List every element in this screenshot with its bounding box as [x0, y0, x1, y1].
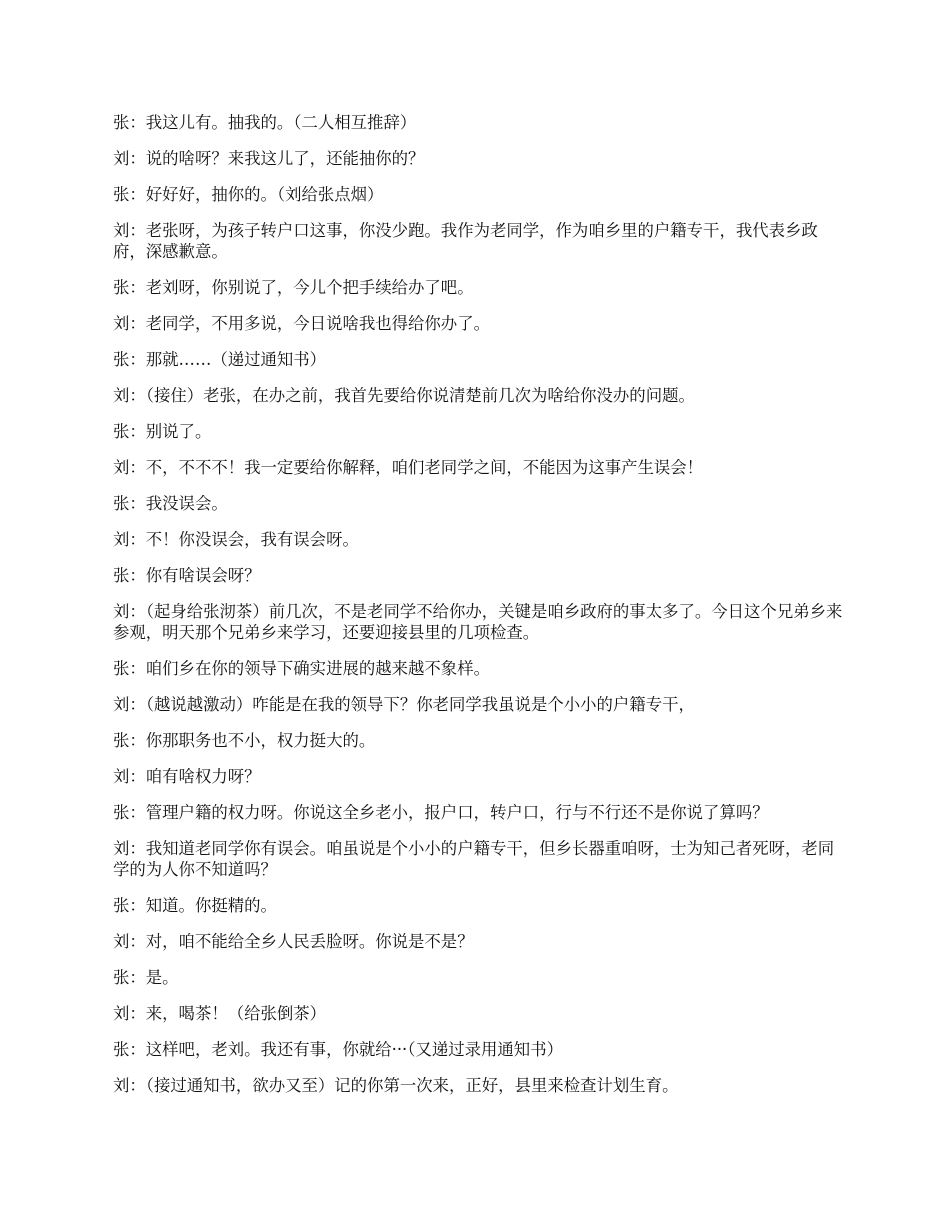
dialogue-line: 张：咱们乡在你的领导下确实进展的越来越不象样。 [113, 659, 490, 678]
dialogue-line: 刘：（越说越激动）咋能是在我的领导下？你老同学我虽说是个小小的户籍专干， [113, 695, 695, 714]
dialogue-line: 刘：老张呀，为孩子转户口这事，你没少跑。我作为老同学，作为咱乡里的户籍专干，我代表乡政府，深感歉意。 [113, 221, 818, 261]
dialogue-line: 刘：（起身给张沏茶）前几次，不是老同学不给你办，关键是咱乡政府的事太多了。今日这个兄弟乡来参观，明天那个兄弟乡来学习，还要迎接县里的几项检查。 [113, 602, 843, 642]
dialogue-line: 张：那就……（递过通知书） [113, 350, 327, 369]
dialogue-line: 刘：我知道老同学你有误会。咱虽说是个小小的户籍专干，但乡长器重咱呀，士为知己者死呀，老同学的为人你不知道吗？ [113, 839, 835, 879]
dialogue-text [113, 112, 843, 1111]
dialogue-line: 张：我这儿有。抽我的。（二人相互推辞） [113, 113, 417, 132]
dialogue-line: 刘：老同学，不用多说，今日说啥我也得给你办了。 [113, 314, 490, 333]
dialogue-line: 张：管理户籍的权力呀。你说这全乡老小，报户口，转户口，行与不行还不是你说了算吗？ [113, 803, 769, 822]
dialogue-line: 张：你那职务也不小，权力挺大的。 [113, 731, 376, 750]
dialogue-line: 刘：不！你没误会，我有误会呀。 [113, 530, 359, 549]
dialogue-line: 张：知道。你挺精的。 [113, 896, 277, 915]
dialogue-line: 张：老刘呀，你别说了，今儿个把手续给办了吧。 [113, 278, 474, 297]
dialogue-line: 刘：不，不不不！我一定要给你解释，咱们老同学之间，不能因为这事产生误会！ [113, 458, 704, 477]
dialogue-line: 张：别说了。 [113, 422, 212, 441]
dialogue-line: 张：这样吧，老刘。我还有事，你就给···（又递过录用通知书） [113, 1040, 563, 1059]
dialogue-line: 张：你有啥误会呀？ [113, 566, 261, 585]
dialogue-line: 张：是。 [113, 968, 179, 987]
dialogue-line: 张：好好好，抽你的。（刘给张点烟） [113, 185, 384, 204]
dialogue-line: 张：我没误会。 [113, 494, 228, 513]
dialogue-line: 刘：（接住）老张，在办之前，我首先要给你说清楚前几次为啥给你没办的问题。 [113, 386, 695, 405]
dialogue-line: 刘：（接过通知书，欲办又至）记的你第一次来，正好，县里来检查计划生育。 [113, 1076, 679, 1095]
dialogue-line: 刘：咱有啥权力呀？ [113, 767, 261, 786]
dialogue-line: 刘：来，喝茶！（给张倒茶） [113, 1004, 327, 1023]
dialogue-line: 刘：对，咱不能给全乡人民丢脸呀。你说是不是？ [113, 932, 474, 951]
dialogue-line: 刘：说的啥呀？来我这儿了，还能抽你的？ [113, 149, 425, 168]
